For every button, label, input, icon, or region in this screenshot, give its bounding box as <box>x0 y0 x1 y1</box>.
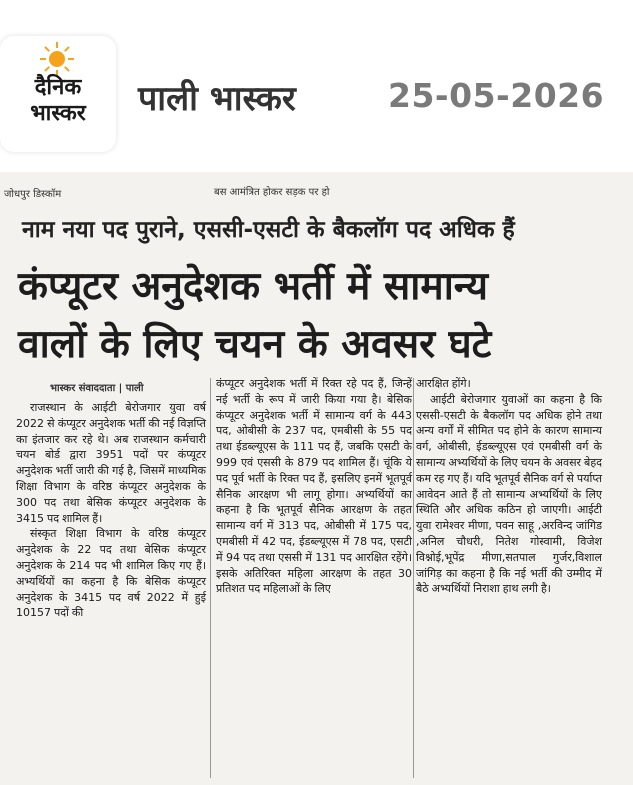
column-divider <box>210 378 211 778</box>
headline-line-1: कंप्यूटर अनुदेशक भर्ती में सामान्य <box>18 264 488 309</box>
article-column-1 <box>16 400 206 621</box>
adjacent-story-snippet: बस आमंत्रित होकर सड़क पर हो <box>214 187 330 198</box>
edition-title: पाली भास्कर <box>138 79 296 119</box>
dainik-bhaskar-logo[interactable] <box>0 36 116 152</box>
article-kicker: नाम नया पद पुराने, एससी-एसटी के बैकलॉग पद अधिक हैं <box>22 217 515 243</box>
article-headline <box>18 258 628 374</box>
column-divider <box>413 378 414 778</box>
page-header <box>0 0 633 172</box>
logo-text-dainik: दैनिक <box>34 75 82 100</box>
paragraph: राजस्थान के आईटी बेरोजगार युवा वर्ष 2022 से कंप्यूटर अनुदेशक भर्ती की नई विज्ञप्ति का इंतजार कर रहे थे। अब राजस्थान कर्मचारी चयन बोर्ड द्वारा 3951 पदों पर कंप्यूटर अनुदेशक भर्ती जारी की गई है, जिसमें माध्यमिक शिक्षा विभाग के वरिष्ठ कंप्यूटर अनुदेशक के 300 पद तथा बेसिक कंप्यूटर अनुदेशक के 3415 पद शामिल हैं। <box>16 401 206 525</box>
newspaper-clipping <box>0 172 633 785</box>
edition-date: 25-05-2026 <box>388 76 605 115</box>
adjacent-story-label: जोधपुर डिस्कॉम <box>4 189 62 200</box>
paragraph: कंप्यूटर अनुदेशक भर्ती में रिक्त रहे पद हैं, जिन्हें नई भर्ती के रूप में जारी किया गया है। बेसिक कंप्यूटर अनुदेशक भर्ती में सामान्य वर्ग के 443 पद, ओबीसी के 237 पद, एमबीसी के 55 पद तथा ईडब्ल्यूएस के 111 पद हैं, जबकि एसटी के 999 एवं एससी के 879 पद शामिल हैं। चूंकि ये पद पूर्व भर्ती के रिक्त पद हैं, इसलिए इनमें भूतपूर्व सैनिक आरक्षण भी लागू होगा। अभ्यर्थियों का कहना है कि भूतपूर्व सैनिक आरक्षण के तहत सामान्य वर्ग में 313 पद, ओबीसी में 175 पद, एमबीसी में 42 पद, ईडब्ल्यूएस में 78 पद, एसटी में 94 पद तथा एससी में 131 पद आरक्षित रहेंगे। इसके अतिरिक्त महिला आरक्षण के तहत 30 प्रतिशत पद महिलाओं के लिए <box>216 377 412 596</box>
logo-text-bhaskar: भास्कर <box>30 101 86 126</box>
article-column-2 <box>216 376 412 597</box>
article-column-3 <box>416 376 602 597</box>
paragraph: संस्कृत शिक्षा विभाग के वरिष्ठ कंप्यूटर अनुदेशक के 22 पद तथा बेसिक कंप्यूटर अनुदेशक के 214 पद भी शामिल किए गए हैं। अभ्यर्थियों का कहना है कि बेसिक कंप्यूटर अनुदेशक के 3415 पद वर्ष 2022 में हुई 10157 पदों की <box>16 527 206 620</box>
paragraph: आईटी बेरोजगार युवाओं का कहना है कि एससी-एसटी के बैकलॉग पद अधिक होने तथा अन्य वर्गों में सीमित पद होने के कारण सामान्य वर्ग, ओबीसी, ईडब्ल्यूएस एवं एमबीसी वर्ग के सामान्य अभ्यर्थियों के लिए चयन के अवसर बेहद कम रह गए हैं। यदि भूतपूर्व सैनिक वर्ग से पर्याप्त आवेदन आते हैं तो सामान्य अभ्यर्थियों के लिए स्थिति और अधिक कठिन हो जाएगी। आईटी युवा रामेश्वर मीणा, पवन साहू ,अरविन्द जांगिड ,अनिल चौधरी, नितेश गोस्वामी, विजेश विश्नोई,भूपेंद्र मीणा,सतपाल गुर्जर,विशाल जांगिड़ का कहना है कि नई भर्ती की उम्मीद में बैठे अभ्यर्थियों निराशा हाथ लगी है। <box>416 392 602 596</box>
paragraph: आरक्षित होंगे। <box>416 377 471 390</box>
headline-line-2: वालों के लिए चयन के अवसर घटे <box>18 322 492 367</box>
sun-icon <box>40 42 74 76</box>
article-byline: भास्कर संवाददाता | पाली <box>50 383 144 394</box>
